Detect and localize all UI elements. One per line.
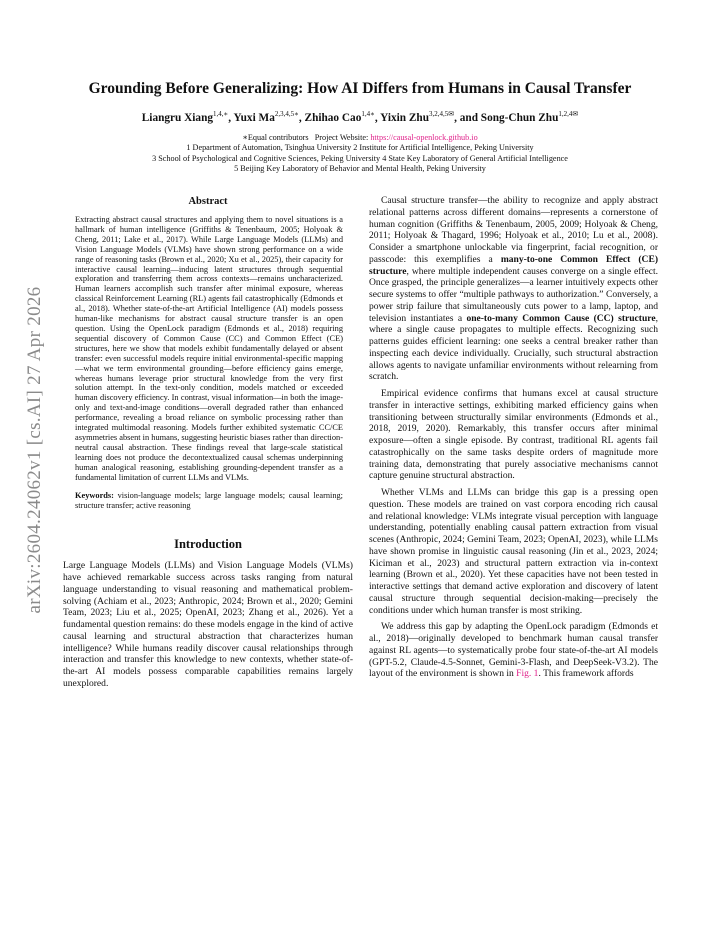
left-column xyxy=(63,196,353,690)
equal-contrib-note: ∗Equal contributors xyxy=(242,133,309,142)
abstract-text: Extracting abstract causal structures and applying them to novel situations is a hallmark of human intelligence (Griffiths & Tenenbaum, 2005; Holyoak & Cheng, 2011; Lake et al., 2017). While Large Language Models (LLMs) and Vision Language Models (VLMs) have shown strong performance on a wide range of reasoning tasks (Brown et al., 2020; Xu et al., 2025), their capacity for interactive causal learning—inducing latent structures through sequential exploration and transferring them across contexts—remains uncharacterized. Human learners accomplish such transfer after minimal exposure, whereas classical Reinforcement Learning (RL) agents fail catastrophically (Edmonds et al., 2018). Whether state-of-the-art Artificial Intelligence (AI) models possess human-like mechanisms for abstract causal structure transfer is an open question. Using the OpenLock paradigm (Edmonds et al., 2018) requiring sequential discovery of Common Cause (CC) and Common Effect (CE) structures, here we show that models exhibit fundamentally delayed or absent transfer: even successful models require initial environmental-specific mapping—what we term environmental grounding—before efficiency gains emerge, whereas humans leverage prior structural knowledge from the very first solution attempt. In the text-only condition, models matched or exceeded human discovery efficiency. In contrast, visual information—in both the image-only and text-and-image conditions—overall degraded rather than enhanced performance, revealing a broad reliance on symbolic processing rather than integrated multimodal reasoning. Models further exhibited systematic CC/CE asymmetries absent in humans, suggesting heuristic biases rather than direction-neutral causal abstraction. These findings reveal that large-scale statistical learning does not produce the decontextualized causal schemas underpinning human analogical reasoning, establishing grounding-dependent transfer as a fundamental limitation of current LLMs and VLMs. xyxy=(75,215,343,482)
abstract-heading: Abstract xyxy=(188,196,228,207)
body-paragraph xyxy=(369,621,658,680)
author-affil-marker: 3,2,4,5✉ xyxy=(428,110,455,118)
body-paragraph xyxy=(369,195,658,383)
author-affil-marker: 1,2,4✉ xyxy=(558,110,579,118)
body-paragraph: Whether VLMs and LLMs can bridge this gap is a pressing open question. These models are trained on vast corpora encoding rich causal and relational knowledge: VLMs integrate visual perception with language understanding, potentially enabling causal pattern extraction from visual scenes (Anthropic, 2024; Gemini Team, 2023; OpenAI, 2023), while LLMs have shown promise in linguistic causal reasoning (Jin et al., 2023, 2024; Kiciman et al., 2023) and structural pattern extraction via in-context learning (Brown et al., 2020). Yet these capacities have not been tested in interactive settings that demand active exploration and discovery of latent causal structure through sequential decision-making—precisely the conditions under which human transfer is most striking. xyxy=(369,487,658,616)
affiliation-line: 1 Department of Automation, Tsinghua University 2 Institute for Artificial Intelligence, Peking University xyxy=(186,143,534,153)
author-name: Liangru Xiang xyxy=(141,111,214,124)
text-run: , where a single cause propagates to multiple effects. Recognizing such patterns guides efficient learning: one seeks a central breaker rather than inspecting each device individually. Crucially, such structural abstraction allows agents to navigate unfamiliar environments without relearning from scratch. xyxy=(369,312,658,383)
emphasis-ce: many-to-one Common Effect (CE) structure xyxy=(369,253,658,277)
paper-title: Grounding Before Generalizing: How AI Differs from Humans in Causal Transfer xyxy=(88,80,632,97)
author-affil-marker: 1,4∗ xyxy=(361,110,375,118)
affiliation-line: 3 School of Psychological and Cognitive Sciences, Peking University 4 State Key Laboratory of General Artificial Intelligence xyxy=(152,153,568,163)
affiliation-line: 5 Beijing Key Laboratory of Behavior and Mental Health, Peking University xyxy=(234,163,486,173)
right-column xyxy=(369,196,658,685)
author-name: Zhihao Cao xyxy=(304,111,362,124)
author-name: Yixin Zhu xyxy=(380,111,429,124)
affiliation-line xyxy=(40,133,680,143)
author-name: Yuxi Ma xyxy=(233,111,275,124)
project-website-link[interactable]: https://causal-openlock.github.io xyxy=(370,133,478,142)
body-paragraph: Empirical evidence confirms that humans excel at causal structure transfer in interactive settings, exhibiting marked efficiency gains when transitioning between structurally similar environments (Edmonds et al., 2018, 2019, 2020). Remarkably, this transfer occurs after minimal exposure—often a single episode. By contrast, traditional RL agents fail catastrophically on the same tasks despite orders of magnitude more training data, demonstrating that purely associative mechanisms cannot capture genuine structural abstraction. xyxy=(369,388,658,482)
text-run: , where multiple independent causes converge on a single effect. Once grasped, the principle generalizes—a learner intuitively expects other secure systems to offer “multiple pathways to authorization.” Conversely, a power strip failure that simultaneously cuts power to a lamp, laptop, and television instantiates a xyxy=(369,265,658,324)
emphasis-cc: one-to-many Common Cause (CC) structure xyxy=(466,312,656,324)
keywords xyxy=(75,491,343,511)
author-name: Song-Chun Zhu xyxy=(480,111,559,124)
text-run: We address this gap by adapting the OpenLock paradigm (Edmonds et al., 2018)—originally developed to benchmark human causal transfer against RL agents—to systematically probe four state-of-the-art AI models (GPT-5.2, Claude-4.5-Sonnet, Gemini-3-Flash, and DeepSeek-V3.2). The layout of the environment is shown in xyxy=(369,621,658,680)
arxiv-identifier: arXiv:2604.24062v1 [cs.AI] 27 Apr 2026 xyxy=(24,286,45,614)
intro-heading: Introduction xyxy=(174,537,242,552)
author-list: Liangru Xiang$^{1,4,∗}$, Yuxi $Ma^{2,3,4,5∗}$, Zhihao Cao$^{1,4∗}$, Yixin Zhu$^{3,2,4,5✉}$, and Song-Chun Zhu$^{1,2,4✉}$ xyxy=(141,110,579,124)
author-affil-marker: 2,3,4,5∗ xyxy=(274,110,299,118)
keywords-label: Keywords: xyxy=(75,491,114,501)
author-affil-marker: 1,4,∗ xyxy=(213,110,229,118)
arxiv-sidebar xyxy=(20,230,50,670)
intro-paragraph: Large Language Models (LLMs) and Vision Language Models (VLMs) have achieved remarkable success across tasks ranging from natural language understanding to visual reasoning and mathematical problem-solving (Achiam et al., 2023; Anthropic, 2024; Brown et al., 2020; Gemini Team, 2023; Liu et al., 2025; OpenAI, 2023; Zhang et al., 2026). Yet a fundamental question remains: do these models engage in the kind of active causal learning and structural abstraction that characterizes human intelligence? While humans readily discover causal relationships through interaction and transfer this knowledge to new contexts, whether state-of-the-art AI models possess comparable capabilities remains largely unexplored. xyxy=(63,560,353,689)
text-run: Causal structure transfer—the ability to recognize and apply abstract relational patterns across different domains—represents a cornerstone of human cognition (Griffiths & Tenenbaum, 2005, 2009; Holyoak & Cheng, 2011; Holyoak & Thagard, 1996; Holyoak et al., 2010; Lu et al., 2008). Consider a smartphone unlockable via fingerprint, facial recognition, or passcode: this exemplifies a xyxy=(369,195,658,265)
text-run: . This framework affords xyxy=(538,668,634,680)
website-label: Project Website: xyxy=(314,133,369,142)
figure-reference-link[interactable]: Fig. 1 xyxy=(516,668,539,680)
keywords-text: vision-language models; large language models; causal learning; structure transfer; active reasoning xyxy=(75,491,343,511)
affiliations xyxy=(40,133,680,174)
